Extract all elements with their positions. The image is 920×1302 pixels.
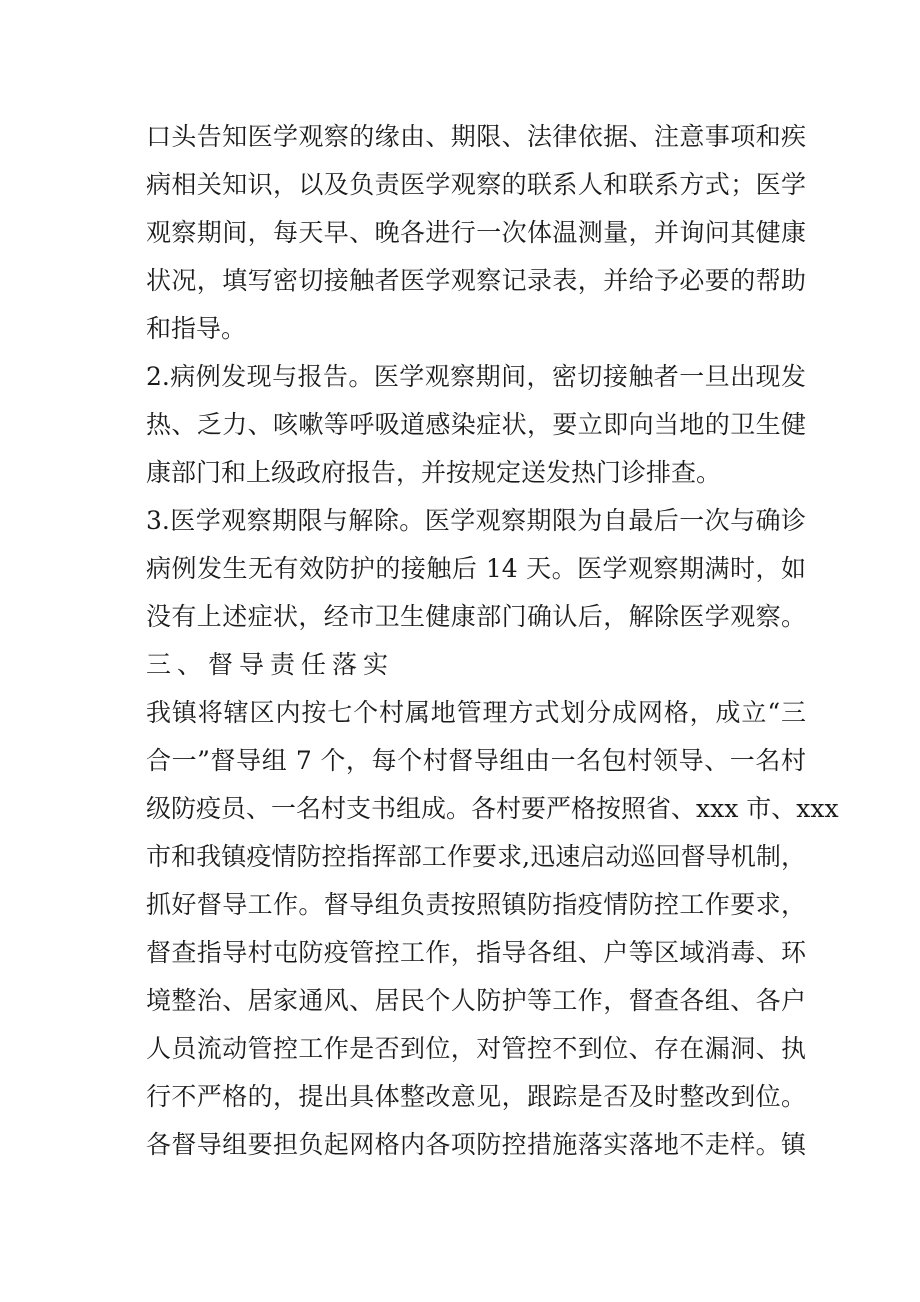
paragraph-line: 和指导。: [146, 314, 247, 343]
paragraph-line: 我镇将辖区内按七个村属地管理方式划分成网格，成立“三: [146, 698, 806, 727]
paragraph-line: 境整治、居家通风、居民个人防护等工作，督查各组、各户: [146, 986, 806, 1015]
paragraph-line: 3.医学观察期限与解除。医学观察期限为自最后一次与确诊: [146, 506, 806, 535]
paragraph-line: 市和我镇疫情防控指挥部工作要求,迅速启动巡回督导机制，: [146, 842, 806, 871]
paragraph-line: 观察期间，每天早、晚各进行一次体温测量，并询问其健康: [146, 218, 806, 247]
paragraph-line: 状况，填写密切接触者医学观察记录表，并给予必要的帮助: [146, 266, 806, 295]
paragraph-line: 督查指导村屯防疫管控工作，指导各组、户等区域消毒、环: [146, 938, 806, 967]
paragraph-line: 各督导组要担负起网格内各项防控措施落实落地不走样。镇: [146, 1130, 806, 1159]
paragraph-line: 合一”督导组 7 个，每个村督导组由一名包村领导、一名村: [146, 746, 806, 775]
section-heading: 三、督导责任落实: [146, 650, 395, 679]
paragraph-line: 没有上述症状，经市卫生健康部门确认后，解除医学观察。: [146, 602, 806, 631]
paragraph-line: 病相关知识，以及负责医学观察的联系人和联系方式；医学: [146, 170, 806, 199]
paragraph-line: 人员流动管控工作是否到位，对管控不到位、存在漏洞、执: [146, 1034, 806, 1063]
paragraph-line: 2.病例发现与报告。医学观察期间，密切接触者一旦出现发: [146, 362, 806, 391]
paragraph-line: 抓好督导工作。督导组负责按照镇防指疫情防控工作要求，: [146, 890, 806, 919]
paragraph-line: 热、乏力、咳嗽等呼吸道感染症状，要立即向当地的卫生健: [146, 410, 806, 439]
paragraph-line: 病例发生无有效防护的接触后 14 天。医学观察期满时，如: [146, 554, 806, 583]
paragraph-line: 行不严格的，提出具体整改意见，跟踪是否及时整改到位。: [146, 1082, 806, 1111]
paragraph-line: 康部门和上级政府报告，并按规定送发热门诊排查。: [146, 458, 722, 487]
paragraph-line: 口头告知医学观察的缘由、期限、法律依据、注意事项和疾: [146, 122, 806, 151]
paragraph-line: 级防疫员、一名村支书组成。各村要严格按照省、xxx 市、xxx: [146, 794, 839, 823]
